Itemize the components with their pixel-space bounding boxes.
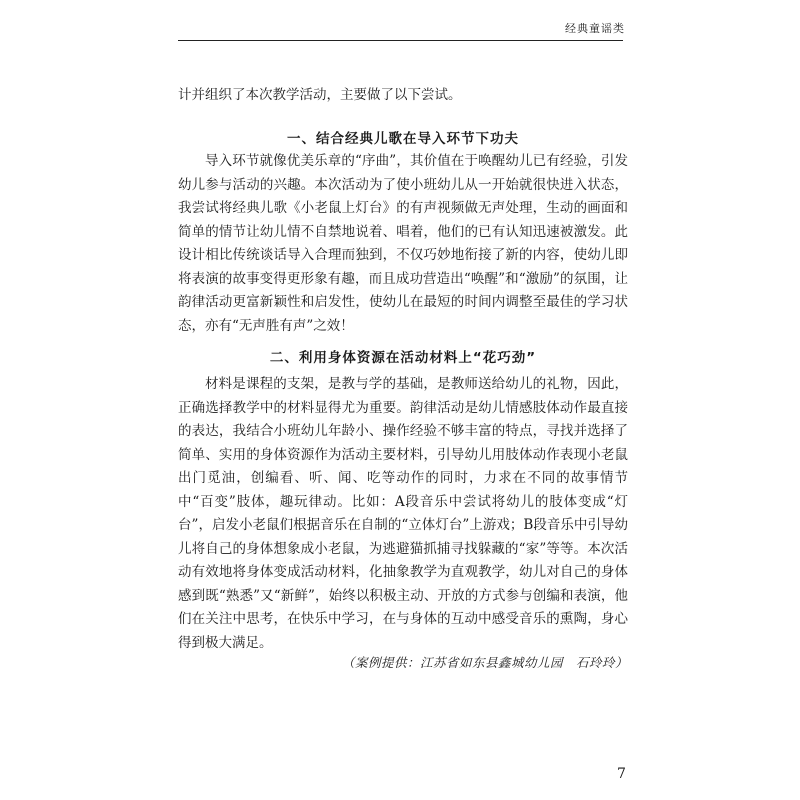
page-number: 7 [617,766,626,782]
section-2-body [178,373,628,655]
section-1-body [178,150,628,338]
case-credit: （案例提供：江苏省如东县鑫城幼儿园 石玲玲） [341,655,628,670]
running-head: 经典童谣类 [565,22,625,35]
section-heading-2: 二、利用身体资源在活动材料上“花巧劲” [269,350,537,366]
header-rule [178,40,623,41]
section-2-paragraph: 材料是课程的支架，是教与学的基础，是教师送给幼儿的礼物，因此，正确选择教学中的材料显得尤为重要。韵律活动是幼儿情感肢体动作最直接的表达，我结合小班幼儿年龄小、操作经验不够丰富的特点，寻找并选择了简单、实用的身体资源作为活动主要材料，引导幼儿用肢体动作表现小老鼠出门觅油，创编看、听、闻、吃等动作的同时，力求在不同的故事情节中“百变”肢体，趣玩律动。比如：A段音乐中尝试将幼儿的肢体变成“灯台”，启发小老鼠们根据音乐在自制的“立体灯台”上游戏；B段音乐中引导幼儿将自己的身体想象成小老鼠，为逃避猫抓捕寻找躲藏的“家”等等。本次活动有效地将身体变成活动材料，化抽象教学为直观教学，幼儿对自己的身体感到既“熟悉”又“新鲜”，始终以积极主动、开放的方式参与创编和表演，他们在关注中思考，在快乐中学习，在与身体的互动中感受音乐的熏陶，身心得到极大满足。 [178,376,628,651]
section-1-paragraph: 导入环节就像优美乐章的“序曲”，其价值在于唤醒幼儿已有经验，引发幼儿参与活动的兴趣。本次活动为了使小班幼儿从一开始就很快进入状态，我尝试将经典儿歌《小老鼠上灯台》的有声视频做无声处理，生动的画面和简单的情节让幼儿情不自禁地说着、唱着，他们的已有认知迅速被激发。此设计相比传统谈话导入合理而独到，不仅巧妙地衔接了新的内容，使幼儿即将表演的故事变得更形象有趣，而且成功营造出“唤醒”和“激励”的氛围，让韵律活动更富新颖性和启发性，使幼儿在最短的时间内调整至最佳的学习状态，亦有“无声胜有声”之效！ [178,153,628,334]
section-heading-1: 一、结合经典儿歌在导入环节下功夫 [287,131,519,147]
intro-line: 计并组织了本次教学活动，主要做了以下尝试。 [178,87,462,103]
